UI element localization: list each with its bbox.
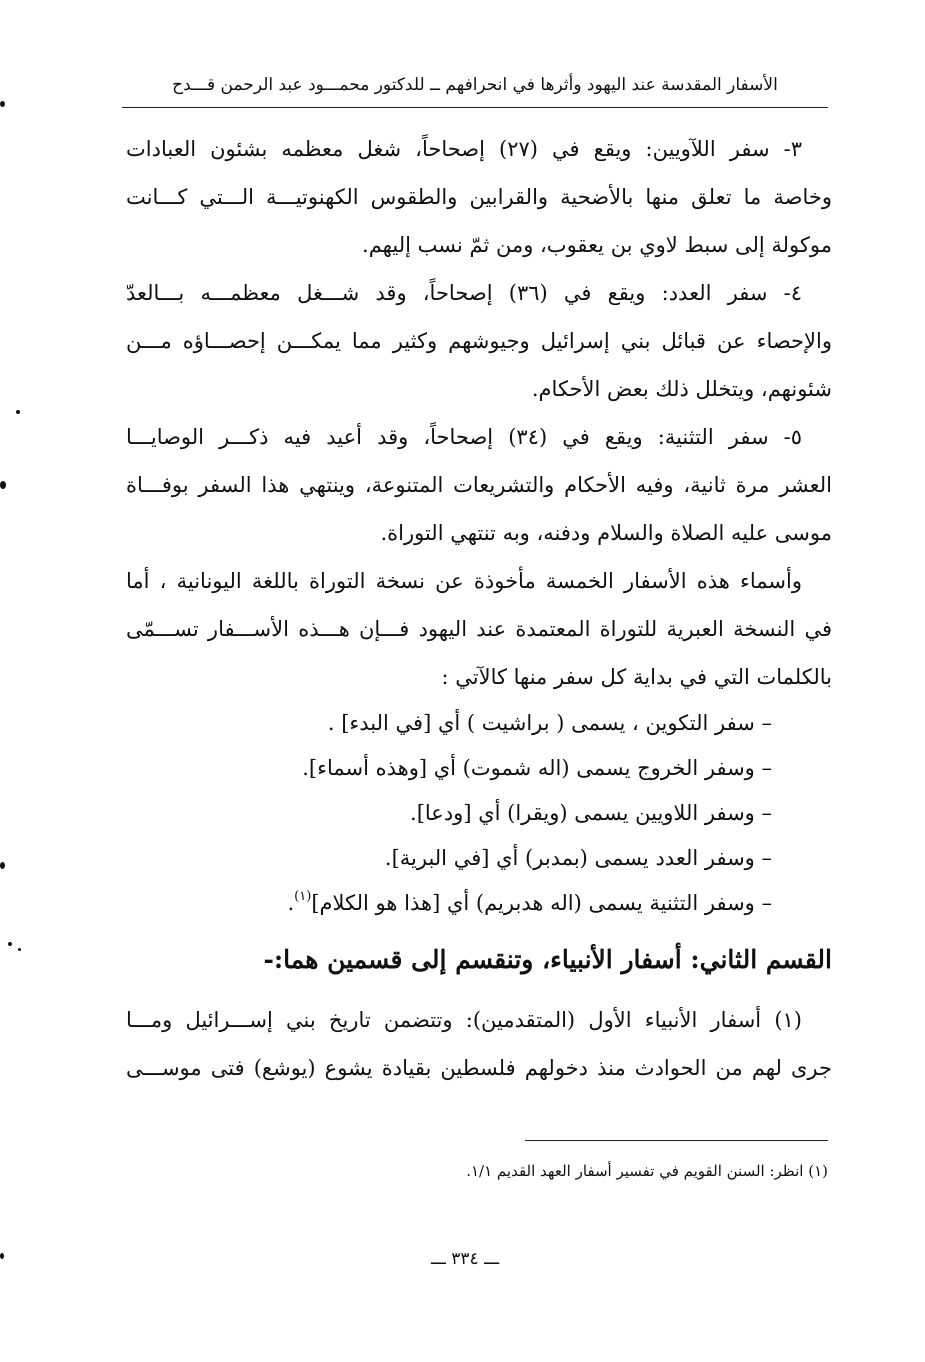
scan-speck xyxy=(16,410,20,414)
footnote-rule xyxy=(525,1140,828,1141)
list-item: – وسفر الخروج يسمى (اله شموت) أي [وهذه أسماء]. xyxy=(302,756,772,780)
text-line: جرى لهم من الحوادث منذ دخولهم فلسطين بقيادة يشوع (يوشع) فتى موســـى xyxy=(126,1056,832,1080)
scan-speck xyxy=(0,1253,4,1259)
footnote: (١) انظر: السنن القويم في تفسير أسفار العهد القديم ١/١. xyxy=(466,1162,828,1180)
text-line: ٣- سفر اللآويين: ويقع في (٢٧) إصحاحاً، شغل معظمه بشئون العبادات xyxy=(126,137,802,161)
scan-speck xyxy=(18,948,21,951)
scan-speck xyxy=(8,942,12,946)
text-line: (١) أسفار الأنبياء الأول (المتقدمين): وتتضمن تاريخ بني إســـرائيل ومـــا xyxy=(126,1008,802,1032)
text-line: ٥- سفر التثنية: ويقع في (٣٤) إصحاحاً، وقد أعيد فيه ذكـــر الوصايـــا xyxy=(126,425,802,449)
list-item-suffix: . xyxy=(287,891,295,915)
scan-speck xyxy=(0,862,5,869)
header-rule xyxy=(122,107,828,108)
page-number: ـــ ٣٣٤ ـــ xyxy=(430,1249,500,1269)
text-line: وخاصة ما تعلق منها بالأضحية والقرابين والطقوس الكهنوتيـــة الـــتي كـــانت xyxy=(126,185,832,209)
text-line: شئونهم، ويتخلل ذلك بعض الأحكام. xyxy=(531,377,832,401)
text-line: موكولة إلى سبط لاوي بن يعقوب، ومن ثمّ نسب إليهم. xyxy=(362,233,832,257)
scan-speck xyxy=(0,481,6,489)
text-line: والإحصاء عن قبائل بني إسرائيل وجيوشهم وكثير مما يمكـــن إحصـــاؤه مـــن xyxy=(126,329,832,353)
hebrew-names-list xyxy=(126,701,832,926)
list-item-text: – وسفر التثنية يسمى (اله هدبريم) أي [هذا هو الكلام] xyxy=(311,891,772,915)
text-line: ٤- سفر العدد: ويقع في (٣٦) إصحاحاً، وقد شـــغل معظمـــه بـــالعدّ xyxy=(126,281,802,305)
list-item: – وسفر العدد يسمى (بمدبر) أي [في البرية]. xyxy=(384,846,772,870)
scan-speck xyxy=(0,101,5,107)
paragraph-numbers xyxy=(126,269,832,413)
text-line: موسى عليه الصلاة والسلام ودفنه، وبه تنتهي التوراة. xyxy=(380,521,832,545)
body-text xyxy=(126,125,832,1092)
footnote-marker[interactable]: (١) xyxy=(294,889,312,904)
list-item: – سفر التكوين ، يسمى ( براشيت ) أي [في البدء] . xyxy=(327,711,772,735)
paragraph-book-names xyxy=(126,557,832,701)
text-line: بالكلمات التي في بداية كل سفر منها كالآتي : xyxy=(441,665,832,689)
paragraph-former-prophets xyxy=(126,996,832,1092)
paragraph-leviticus xyxy=(126,125,832,269)
text-line: في النسخة العبرية للتوراة المعتمدة عند اليهود فـــإن هـــذه الأســـفار تســـمّى xyxy=(126,617,832,641)
list-item xyxy=(126,881,832,926)
running-header: الأسفار المقدسة عند اليهود وأثرها في انحرافهم ــ للدكتور محمـــود عبد الرحمن قـــدح xyxy=(172,75,778,95)
section-heading: القسم الثاني: أسفار الأنبياء، وتنقسم إلى قسمين هما:- xyxy=(263,945,832,974)
list-item: – وسفر اللاويين يسمى (ويقرا) أي [ودعا]. xyxy=(410,801,772,825)
text-line: وأسماء هذه الأسفار الخمسة مأخوذة عن نسخة التوراة باللغة اليونانية ، أما xyxy=(126,569,802,593)
text-line: العشر مرة ثانية، وفيه الأحكام والتشريعات المتنوعة، وينتهي هذا السفر بوفـــاة xyxy=(126,473,832,497)
paragraph-deuteronomy xyxy=(126,413,832,557)
